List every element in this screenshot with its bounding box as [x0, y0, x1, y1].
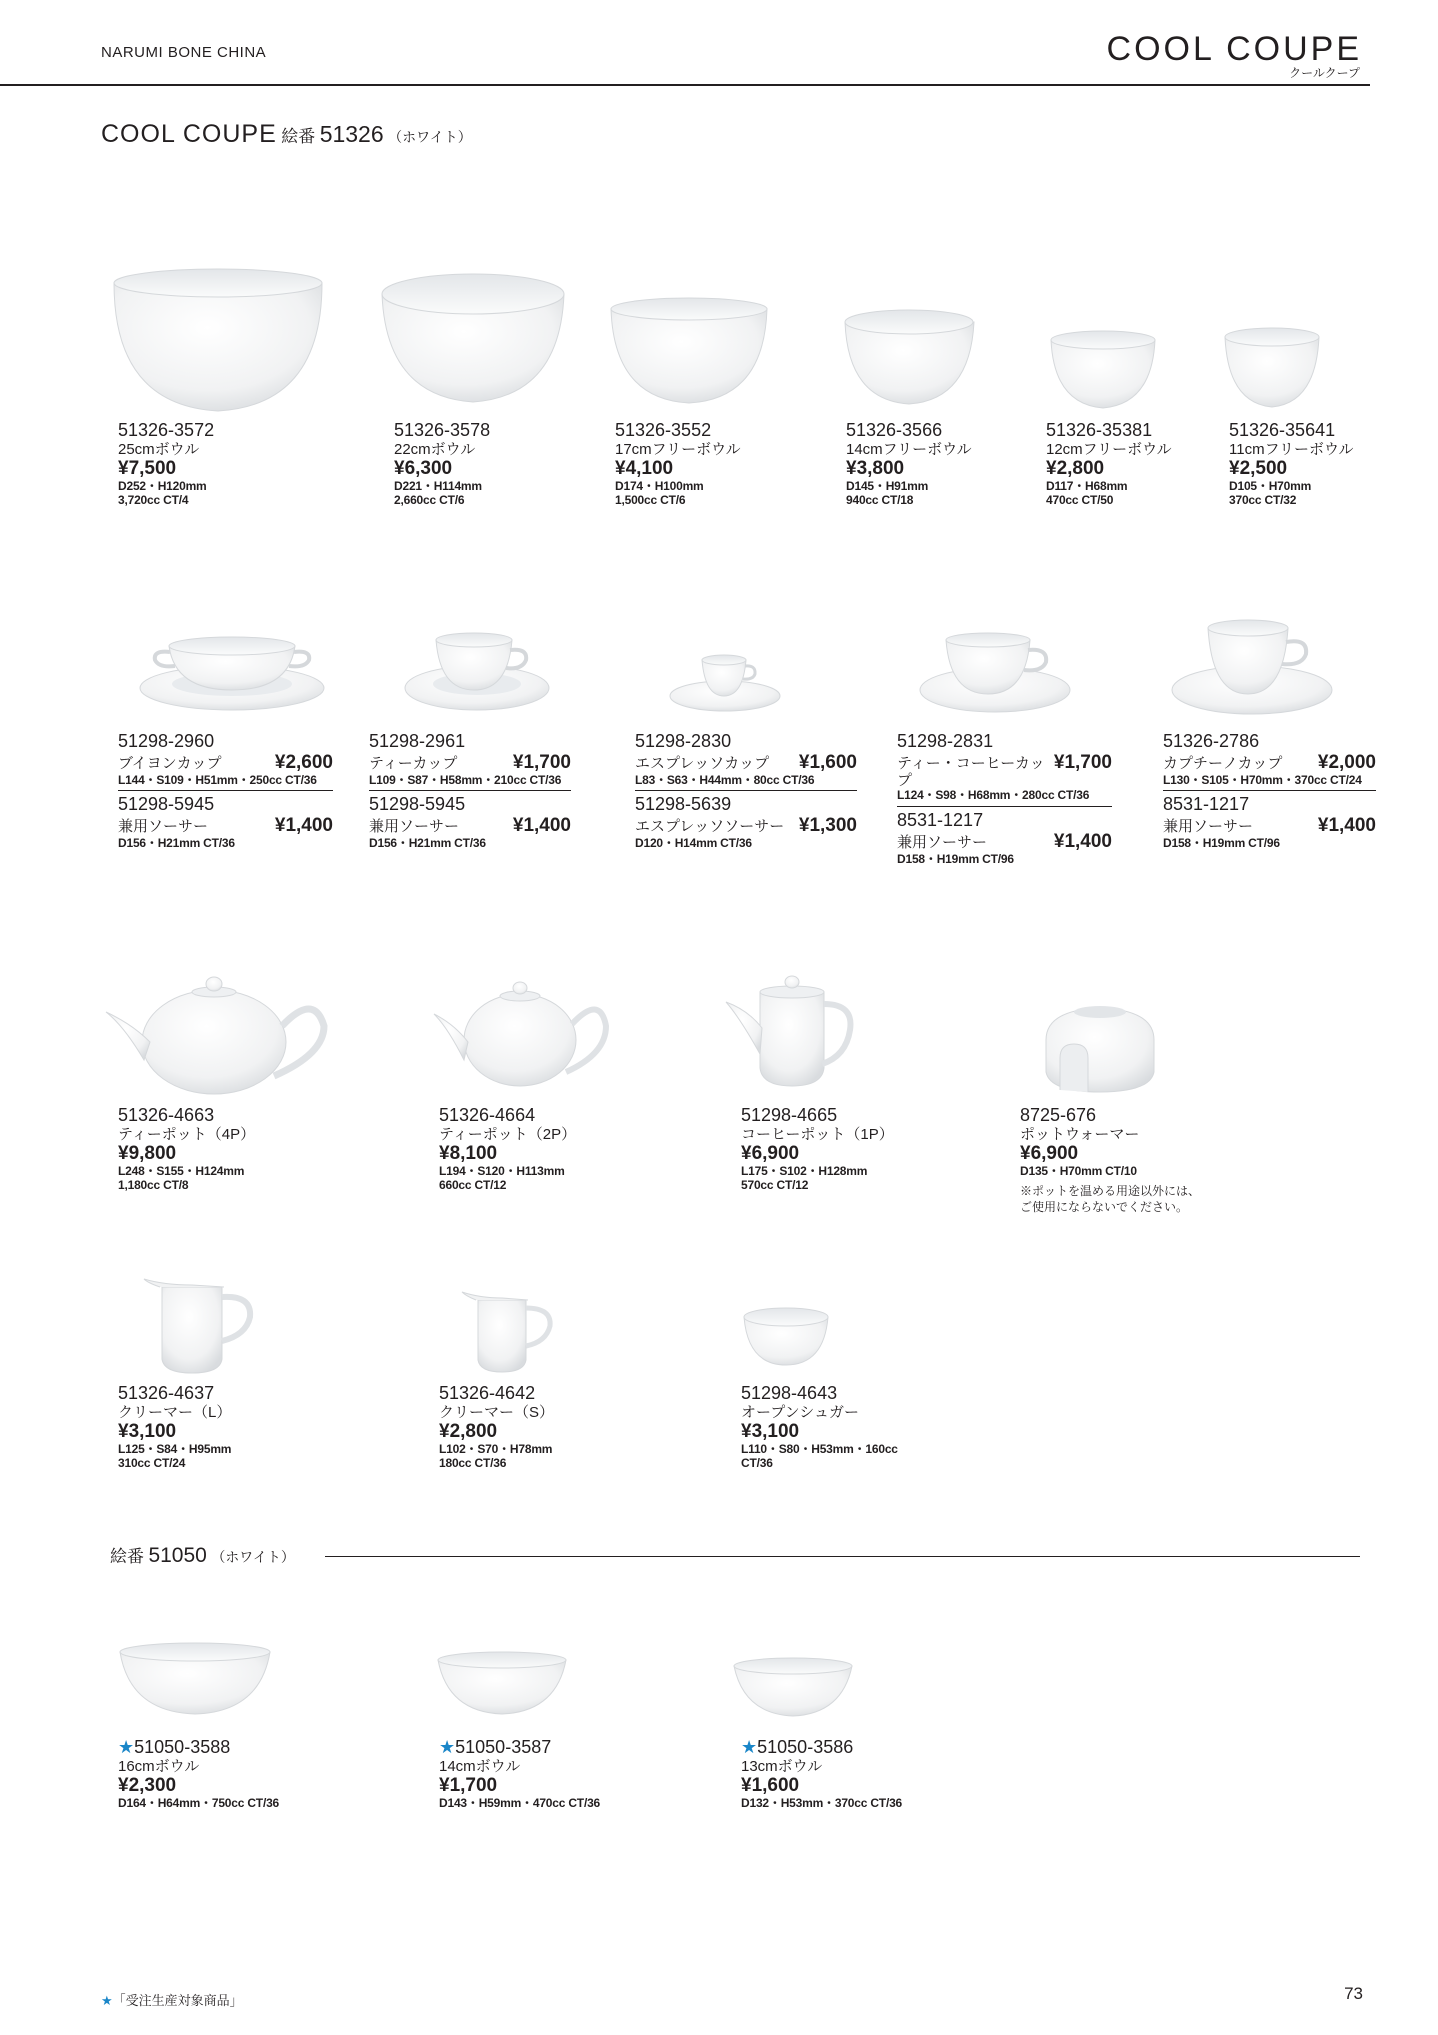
product-capacity: CT/36 — [741, 1455, 773, 1470]
product-code: 51298-4643 — [741, 1383, 838, 1403]
product-code: 51326-35641 — [1229, 420, 1336, 440]
product-code: 51326-3572 — [118, 420, 215, 440]
product-code: 51326-4664 — [439, 1105, 536, 1125]
product-dimensions: L110・S80・H53mm・160cc — [741, 1441, 898, 1456]
section-code: 51326 — [319, 121, 384, 147]
usage-note-line: ご使用にならないでください。 — [1020, 1200, 1189, 1215]
brand-name: NARUMI BONE CHINA — [101, 44, 267, 61]
product-espresso-cup — [635, 731, 857, 851]
bowl-image — [1222, 325, 1322, 409]
star-icon: ★ — [101, 1994, 113, 2009]
saucer-name: 兼用ソーサー — [1163, 818, 1254, 836]
product-free-bowl-14cm — [846, 420, 972, 507]
page-subtitle: クールクープ — [1289, 66, 1360, 80]
product-dimensions: L175・S102・H128mm — [741, 1163, 868, 1178]
coffeepot-image — [722, 968, 857, 1088]
section-label: 絵番 — [281, 127, 316, 146]
saucer-code: 51298-5639 — [635, 794, 732, 815]
saucer-price: ¥1,400 — [274, 815, 333, 837]
product-capacity: 310cc CT/24 — [118, 1455, 186, 1470]
section-title-51050 — [110, 1542, 295, 1568]
product-name: コーヒーポット（1P） — [741, 1125, 894, 1143]
product-bowl-22cm — [394, 420, 490, 507]
saucer-code: 8531-1217 — [1163, 794, 1250, 815]
divider — [635, 790, 857, 791]
saucer-price: ¥1,400 — [1317, 815, 1376, 837]
section-color: （ホワイト） — [211, 1549, 295, 1565]
product-price: ¥3,100 — [741, 1420, 800, 1442]
cup-saucer-image — [1170, 618, 1335, 718]
product-code: 51050-3587 — [455, 1737, 552, 1757]
product-price: ¥6,900 — [741, 1142, 800, 1164]
product-dimensions: L130・S105・H70mm・370cc CT/24 — [1163, 772, 1362, 787]
product-code: 51298-4665 — [741, 1105, 838, 1125]
product-name: カプチーノカップ — [1163, 754, 1283, 772]
bowl-image — [842, 306, 977, 406]
product-price: ¥1,700 — [1053, 751, 1112, 773]
saucer-name: 兼用ソーサー — [897, 833, 988, 851]
product-name: ティーポット（4P） — [118, 1125, 256, 1143]
divider — [118, 790, 333, 791]
product-name: ポットウォーマー — [1020, 1125, 1140, 1143]
section-title-51326 — [101, 120, 472, 149]
product-price: ¥3,800 — [846, 457, 905, 479]
product-code: 51298-2831 — [897, 731, 994, 751]
header-rule — [0, 84, 1370, 86]
star-icon: ★ — [741, 1737, 758, 1757]
usage-note — [1020, 1183, 1200, 1217]
product-price: ¥8,100 — [439, 1142, 498, 1164]
section-label: 絵番 — [110, 1547, 144, 1566]
product-bowl-16cm — [118, 1737, 279, 1811]
product-dimensions: L125・S84・H95mm — [118, 1441, 232, 1456]
divider — [369, 790, 571, 791]
cup-saucer-image — [918, 630, 1073, 715]
product-name: ティー・コーヒーカップ — [897, 754, 1045, 789]
product-tea-cup — [369, 731, 571, 851]
usage-note-line: ※ポットを温める用途以外には、 — [1020, 1183, 1201, 1198]
product-code: 51050-3588 — [134, 1737, 231, 1757]
saucer-name: エスプレッソソーサー — [635, 818, 785, 836]
bowl-image — [608, 295, 770, 407]
product-name: エスプレッソカップ — [635, 754, 770, 772]
product-capacity: 180cc CT/36 — [439, 1455, 507, 1470]
star-icon: ★ — [439, 1737, 456, 1757]
product-code: 51050-3586 — [757, 1737, 854, 1757]
product-capacity: 1,500cc CT/6 — [615, 492, 686, 507]
product-dimensions: D164・H64mm・750cc CT/36 — [118, 1795, 280, 1810]
product-price: ¥2,300 — [118, 1774, 177, 1796]
saucer-price: ¥1,400 — [1053, 830, 1112, 852]
saucer-dimensions: D156・H21mm CT/36 — [118, 835, 235, 850]
page-number: 73 — [1344, 1984, 1363, 2003]
saucer-code: 8531-1217 — [897, 809, 984, 830]
teapot-image — [102, 968, 330, 1096]
product-dimensions: D132・H53mm・370cc CT/36 — [741, 1795, 903, 1810]
product-free-bowl-12cm — [1046, 420, 1172, 507]
footnote-text: 「受注生産対象商品」 — [112, 1994, 243, 2009]
product-cappuccino-cup — [1163, 731, 1376, 851]
product-coffeepot-1p — [741, 1105, 894, 1192]
product-teapot-2p — [439, 1105, 576, 1192]
saucer-code: 51298-5945 — [369, 794, 466, 815]
product-price: ¥3,100 — [118, 1420, 177, 1442]
product-name: 14cmフリーボウル — [846, 440, 972, 458]
product-bouillon-cup — [118, 731, 333, 851]
product-price: ¥1,700 — [439, 1774, 498, 1796]
product-free-bowl-11cm — [1229, 420, 1354, 507]
creamer-image — [458, 1290, 558, 1374]
product-name: 13cmボウル — [741, 1757, 823, 1775]
cup-saucer-image — [135, 632, 330, 714]
product-code: 8725-676 — [1020, 1105, 1097, 1125]
product-code: 51326-4642 — [439, 1383, 536, 1403]
cup-saucer-image — [668, 652, 783, 714]
bowl-image — [434, 1650, 570, 1716]
product-price: ¥4,100 — [615, 457, 674, 479]
product-dimensions: D105・H70mm — [1229, 478, 1312, 493]
product-price: ¥9,800 — [118, 1142, 177, 1164]
saucer-dimensions: D120・H14mm CT/36 — [635, 835, 752, 850]
product-price: ¥7,500 — [118, 457, 177, 479]
bowl-image — [730, 1656, 856, 1718]
cup-saucer-image — [402, 628, 552, 714]
product-name: 22cmボウル — [394, 440, 476, 458]
product-dimensions: D135・H70mm CT/10 — [1020, 1163, 1137, 1178]
saucer-price: ¥1,300 — [798, 815, 857, 837]
product-name: 14cmボウル — [439, 1757, 521, 1775]
product-dimensions: L102・S70・H78mm — [439, 1441, 553, 1456]
section-series-name: COOL COUPE — [101, 120, 277, 148]
product-bowl-13cm — [741, 1737, 902, 1811]
product-dimensions: D145・H91mm — [846, 478, 929, 493]
product-name: オープンシュガー — [741, 1403, 859, 1421]
product-name: 11cmフリーボウル — [1229, 440, 1354, 458]
product-dimensions: D117・H68mm — [1046, 478, 1128, 493]
product-dimensions: L194・S120・H113mm — [439, 1163, 565, 1178]
sugar-bowl-image — [740, 1305, 832, 1369]
product-capacity: 660cc CT/12 — [439, 1177, 507, 1192]
product-capacity: 2,660cc CT/6 — [394, 492, 465, 507]
product-name: 16cmボウル — [118, 1757, 200, 1775]
product-price: ¥2,000 — [1317, 751, 1376, 773]
saucer-dimensions: D156・H21mm CT/36 — [369, 835, 486, 850]
saucer-code: 51298-5945 — [118, 794, 215, 815]
saucer-dimensions: D158・H19mm CT/96 — [1163, 835, 1280, 850]
product-dimensions: L124・S98・H68mm・280cc CT/36 — [897, 788, 1090, 803]
product-free-bowl-17cm — [615, 420, 741, 507]
creamer-image — [140, 1275, 262, 1375]
product-capacity: 1,180cc CT/8 — [118, 1177, 189, 1192]
pot-warmer-image — [1040, 1000, 1160, 1096]
product-teapot-4p — [118, 1105, 255, 1192]
product-open-sugar — [741, 1383, 898, 1470]
product-name: 25cmボウル — [118, 440, 200, 458]
product-price: ¥6,300 — [394, 457, 453, 479]
product-name: ティーポット（2P） — [439, 1125, 577, 1143]
saucer-price: ¥1,400 — [512, 815, 571, 837]
product-price: ¥2,800 — [1046, 457, 1105, 479]
section-rule — [325, 1556, 1360, 1557]
product-bowl-25cm — [118, 420, 214, 507]
product-pot-warmer — [1020, 1105, 1200, 1216]
section-code: 51050 — [148, 1544, 207, 1567]
star-icon: ★ — [118, 1737, 135, 1757]
product-name: クリーマー（S） — [439, 1403, 555, 1421]
product-code: 51326-3578 — [394, 420, 491, 440]
divider — [897, 806, 1112, 807]
product-name: 12cmフリーボウル — [1046, 440, 1172, 458]
product-dimensions: D221・H114mm — [394, 478, 482, 493]
teapot-image — [430, 968, 610, 1088]
product-dimensions: D174・H100mm — [615, 478, 704, 493]
bowl-image — [116, 1640, 274, 1716]
saucer-dimensions: D158・H19mm CT/96 — [897, 851, 1014, 866]
product-dimensions: L248・S155・H124mm — [118, 1163, 245, 1178]
product-code: 51298-2961 — [369, 731, 466, 751]
section-color: （ホワイト） — [388, 129, 472, 145]
product-price: ¥2,500 — [1229, 457, 1288, 479]
product-dimensions: D143・H59mm・470cc CT/36 — [439, 1795, 601, 1810]
product-name: ティーカップ — [369, 754, 458, 772]
product-name: クリーマー（L） — [118, 1403, 232, 1421]
product-capacity: 470cc CT/50 — [1046, 492, 1114, 507]
divider — [1163, 790, 1376, 791]
product-dimensions: L109・S87・H58mm・210cc CT/36 — [369, 772, 562, 787]
product-code: 51326-35381 — [1046, 420, 1153, 440]
product-dimensions: L144・S109・H51mm・250cc CT/36 — [118, 772, 317, 787]
product-code: 51326-4637 — [118, 1383, 215, 1403]
saucer-name: 兼用ソーサー — [369, 818, 460, 836]
product-price: ¥2,600 — [274, 751, 333, 773]
product-code: 51326-4663 — [118, 1105, 215, 1125]
product-price: ¥1,700 — [512, 751, 571, 773]
product-price: ¥1,600 — [798, 751, 857, 773]
product-creamer-l — [118, 1383, 231, 1470]
product-creamer-s — [439, 1383, 554, 1470]
product-code: 51326-3552 — [615, 420, 712, 440]
bowl-image — [1048, 328, 1158, 410]
product-name: 17cmフリーボウル — [615, 440, 741, 458]
product-code: 51326-2786 — [1163, 731, 1260, 751]
product-price: ¥1,600 — [741, 1774, 800, 1796]
product-tea-coffee-cup — [897, 731, 1112, 866]
bowl-image — [378, 272, 568, 407]
product-name: ブイヨンカップ — [118, 754, 222, 772]
product-price: ¥2,800 — [439, 1420, 498, 1442]
product-code: 51298-2830 — [635, 731, 732, 751]
page-title: COOL COUPE — [1106, 30, 1362, 68]
product-capacity: 370cc CT/32 — [1229, 492, 1297, 507]
product-capacity: 570cc CT/12 — [741, 1177, 809, 1192]
footnote — [101, 1990, 243, 2009]
product-dimensions: L83・S63・H44mm・80cc CT/36 — [635, 772, 815, 787]
product-code: 51298-2960 — [118, 731, 215, 751]
product-price: ¥6,900 — [1020, 1142, 1079, 1164]
product-capacity: 3,720cc CT/4 — [118, 492, 189, 507]
bowl-image — [108, 265, 328, 415]
product-code: 51326-3566 — [846, 420, 943, 440]
saucer-name: 兼用ソーサー — [118, 818, 209, 836]
product-dimensions: D252・H120mm — [118, 478, 207, 493]
product-bowl-14cm — [439, 1737, 600, 1811]
product-capacity: 940cc CT/18 — [846, 492, 914, 507]
